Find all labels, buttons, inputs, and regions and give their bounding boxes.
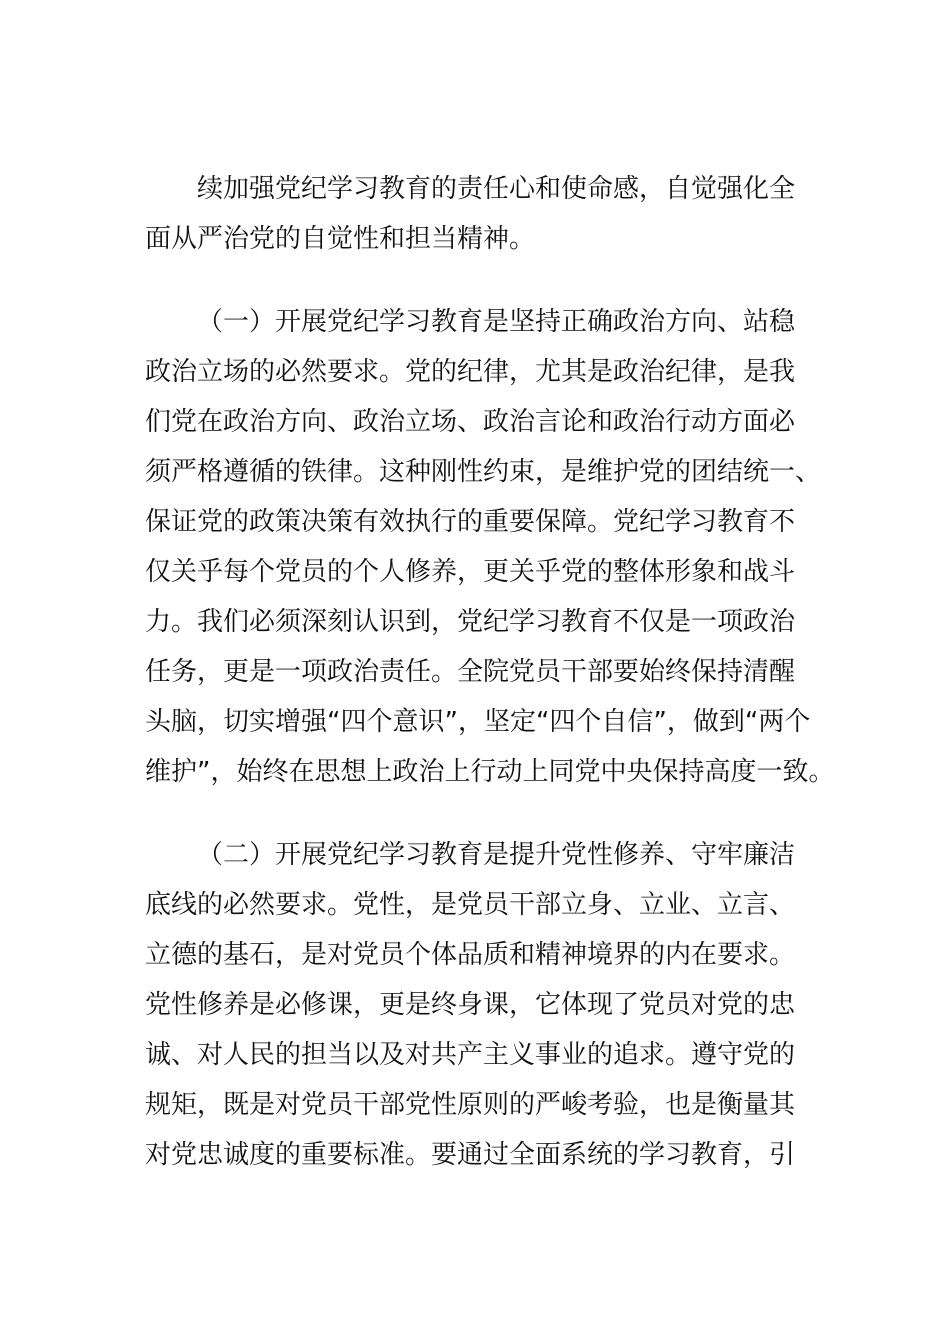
paragraph-line: 诚、对人民的担当以及对共产主义事业的追求。遵守党的	[145, 1040, 796, 1070]
paragraph-1	[145, 164, 805, 264]
paragraph-line: （二）开展党纪学习教育是提升党性修养、守牢廉洁	[197, 840, 796, 870]
paragraph-line: 规矩，既是对党员干部党性原则的严峻考验，也是衡量其	[145, 1090, 796, 1120]
paragraph-line: 任务，更是一项政治责任。全院党员干部要始终保持清醒	[145, 657, 796, 687]
paragraph-line: 党性修养是必修课，更是终身课，它体现了党员对党的忠	[145, 990, 796, 1020]
paragraph-2	[145, 297, 835, 797]
paragraph-line: 头脑，切实增强“四个意识”，坚定“四个自信”，做到“两个	[145, 707, 811, 737]
paragraph-line: 须严格遵循的铁律。这种刚性约束，是维护党的团结统一、	[145, 457, 822, 487]
paragraph-line: 对党忠诚度的重要标准。要通过全面系统的学习教育，引	[145, 1140, 796, 1170]
paragraph-line: 仅关乎每个党员的个人修养，更关乎党的整体形象和战斗	[145, 557, 796, 587]
paragraph-line: 立德的基石，是对党员个体品质和精神境界的内在要求。	[145, 940, 796, 970]
paragraph-line: 保证党的政策决策有效执行的重要保障。党纪学习教育不	[145, 507, 796, 537]
paragraph-line: 政治立场的必然要求。党的纪律，尤其是政治纪律，是我	[145, 357, 796, 387]
paragraph-line: 们党在政治方向、政治立场、政治言论和政治行动方面必	[145, 407, 796, 437]
paragraph-line: （一）开展党纪学习教育是坚持正确政治方向、站稳	[197, 307, 796, 337]
paragraph-line: 续加强党纪学习教育的责任心和使命感，自觉强化全	[197, 174, 796, 204]
paragraph-line: 力。我们必须深刻认识到，党纪学习教育不仅是一项政治	[145, 607, 796, 637]
paragraph-line: 维护”，始终在思想上政治上行动上同党中央保持高度一致。	[145, 757, 835, 787]
paragraph-line: 底线的必然要求。党性，是党员干部立身、立业、立言、	[145, 890, 796, 920]
paragraph-3	[145, 830, 805, 1180]
paragraph-line: 面从严治党的自觉性和担当精神。	[145, 224, 536, 254]
